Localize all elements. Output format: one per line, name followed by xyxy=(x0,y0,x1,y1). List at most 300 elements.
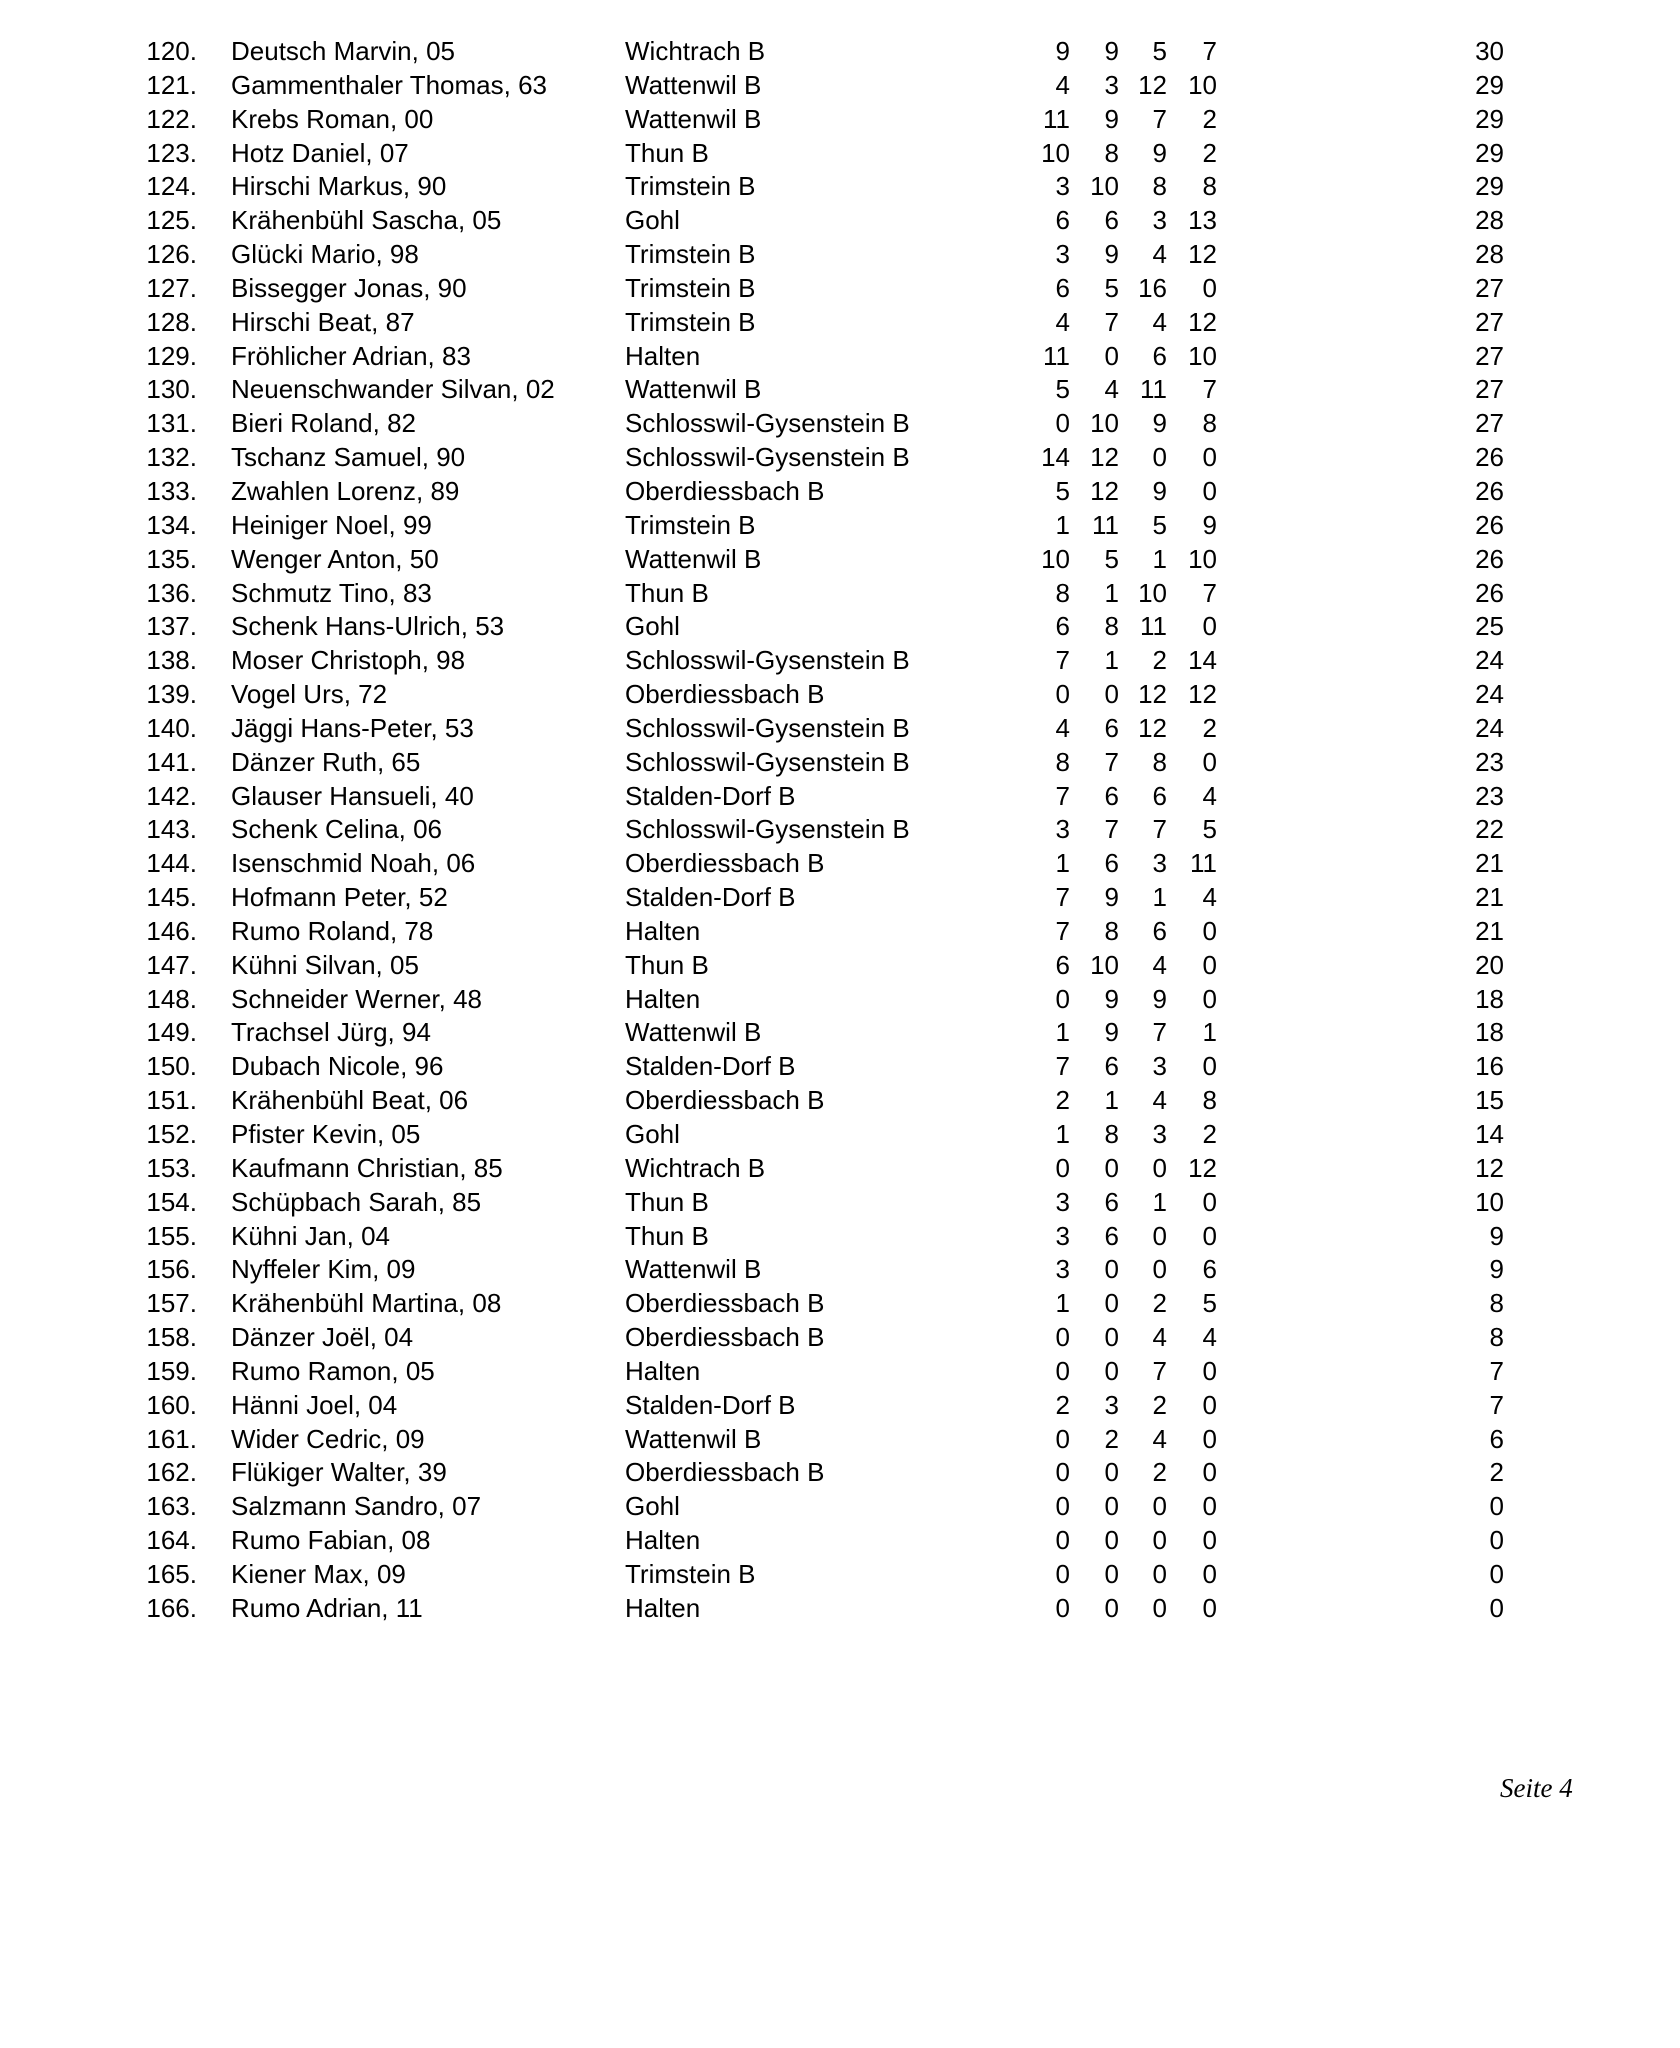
table-row xyxy=(0,847,1680,881)
club-cell: Wattenwil B xyxy=(625,543,762,574)
club-cell: Stalden-Dorf B xyxy=(625,882,796,913)
score-cell-4: 12 xyxy=(1188,239,1217,270)
score-cell-4: 2 xyxy=(1202,103,1217,134)
table-row xyxy=(0,1084,1680,1118)
score-cell-2: 1 xyxy=(1104,1085,1119,1116)
score-cell-2: 12 xyxy=(1090,442,1119,473)
score-cell-3: 8 xyxy=(1152,746,1167,777)
total-cell: 16 xyxy=(1475,1051,1504,1082)
score-cell-2: 8 xyxy=(1104,915,1119,946)
total-cell: 21 xyxy=(1475,882,1504,913)
total-cell: 0 xyxy=(1489,1491,1504,1522)
score-cell-3: 2 xyxy=(1152,1389,1167,1420)
rank-cell: 127. xyxy=(146,272,197,303)
score-cell-1: 7 xyxy=(1055,780,1070,811)
total-cell: 0 xyxy=(1489,1558,1504,1589)
rank-cell: 124. xyxy=(146,171,197,202)
score-cell-2: 9 xyxy=(1104,239,1119,270)
club-cell: Stalden-Dorf B xyxy=(625,780,796,811)
score-cell-4: 0 xyxy=(1202,983,1217,1014)
total-cell: 27 xyxy=(1475,340,1504,371)
score-cell-1: 0 xyxy=(1055,1322,1070,1353)
score-cell-2: 0 xyxy=(1104,1355,1119,1386)
name-cell: Glauser Hansueli, 40 xyxy=(231,780,474,811)
name-cell: Glücki Mario, 98 xyxy=(231,239,419,270)
rank-cell: 159. xyxy=(146,1355,197,1386)
score-cell-4: 0 xyxy=(1202,1423,1217,1454)
score-cell-4: 5 xyxy=(1202,814,1217,845)
club-cell: Oberdiessbach B xyxy=(625,475,825,506)
club-cell: Oberdiessbach B xyxy=(625,1085,825,1116)
name-cell: Dubach Nicole, 96 xyxy=(231,1051,444,1082)
name-cell: Dänzer Joël, 04 xyxy=(231,1322,414,1353)
score-cell-2: 0 xyxy=(1104,1558,1119,1589)
score-cell-4: 7 xyxy=(1202,374,1217,405)
score-cell-1: 0 xyxy=(1055,1423,1070,1454)
score-cell-1: 14 xyxy=(1041,442,1070,473)
score-cell-3: 0 xyxy=(1152,1525,1167,1556)
total-cell: 21 xyxy=(1475,915,1504,946)
page-number: Seite 4 xyxy=(1500,1773,1573,1803)
rank-cell: 149. xyxy=(146,1017,197,1048)
score-cell-4: 0 xyxy=(1202,272,1217,303)
name-cell: Jäggi Hans-Peter, 53 xyxy=(231,712,474,743)
score-cell-2: 9 xyxy=(1104,1017,1119,1048)
score-cell-3: 7 xyxy=(1152,103,1167,134)
total-cell: 14 xyxy=(1475,1119,1504,1149)
table-row xyxy=(0,238,1680,272)
table-row xyxy=(0,543,1680,577)
total-cell: 24 xyxy=(1475,645,1504,676)
club-cell: Oberdiessbach B xyxy=(625,679,825,710)
ranking-table xyxy=(0,35,1680,1626)
score-cell-3: 7 xyxy=(1152,1355,1167,1386)
score-cell-4: 0 xyxy=(1202,1051,1217,1082)
score-cell-3: 11 xyxy=(1140,611,1167,642)
club-cell: Schlosswil-Gysenstein B xyxy=(625,814,910,845)
club-cell: Trimstein B xyxy=(625,272,756,303)
table-row xyxy=(0,1287,1680,1321)
total-cell: 21 xyxy=(1475,848,1504,879)
total-cell: 26 xyxy=(1475,442,1504,473)
score-cell-1: 1 xyxy=(1055,1017,1070,1048)
name-cell: Moser Christoph, 98 xyxy=(231,645,466,676)
score-cell-1: 2 xyxy=(1055,1389,1070,1420)
score-cell-3: 2 xyxy=(1152,645,1167,676)
score-cell-2: 6 xyxy=(1104,780,1119,811)
score-cell-3: 5 xyxy=(1152,509,1167,540)
table-row xyxy=(0,813,1680,847)
rank-cell: 144. xyxy=(146,848,197,879)
score-cell-1: 9 xyxy=(1055,36,1070,66)
table-row xyxy=(0,35,1680,69)
rank-cell: 136. xyxy=(146,577,197,608)
score-cell-1: 4 xyxy=(1055,69,1070,100)
score-cell-3: 1 xyxy=(1152,882,1167,913)
score-cell-4: 8 xyxy=(1202,408,1217,439)
score-cell-2: 8 xyxy=(1104,137,1119,168)
club-cell: Gohl xyxy=(625,205,680,236)
score-cell-3: 0 xyxy=(1152,1152,1167,1183)
score-cell-1: 3 xyxy=(1055,1220,1070,1251)
score-cell-3: 0 xyxy=(1152,1491,1167,1522)
total-cell: 20 xyxy=(1475,949,1504,980)
name-cell: Rumo Ramon, 05 xyxy=(231,1355,435,1386)
rank-cell: 147. xyxy=(146,949,197,980)
club-cell: Gohl xyxy=(625,1491,680,1522)
score-cell-4: 0 xyxy=(1202,1525,1217,1556)
score-cell-3: 3 xyxy=(1152,1119,1167,1149)
score-cell-1: 0 xyxy=(1055,1491,1070,1522)
score-cell-1: 7 xyxy=(1055,1051,1070,1082)
score-cell-4: 14 xyxy=(1188,645,1217,676)
rank-cell: 134. xyxy=(146,509,197,540)
table-row xyxy=(0,407,1680,441)
table-row xyxy=(0,712,1680,746)
score-cell-3: 4 xyxy=(1152,239,1167,270)
table-row xyxy=(0,610,1680,644)
score-cell-1: 5 xyxy=(1055,475,1070,506)
rank-cell: 166. xyxy=(146,1592,197,1623)
club-cell: Thun B xyxy=(625,1186,709,1217)
score-cell-4: 7 xyxy=(1202,577,1217,608)
name-cell: Schenk Hans-Ulrich, 53 xyxy=(231,611,505,642)
club-cell: Halten xyxy=(625,983,701,1014)
rank-cell: 121. xyxy=(146,69,197,100)
rank-cell: 141. xyxy=(146,746,197,777)
score-cell-2: 3 xyxy=(1104,69,1119,100)
score-cell-2: 0 xyxy=(1104,340,1119,371)
rank-cell: 145. xyxy=(146,882,197,913)
score-cell-1: 6 xyxy=(1055,272,1070,303)
table-row xyxy=(0,1050,1680,1084)
rank-cell: 155. xyxy=(146,1220,197,1251)
total-cell: 25 xyxy=(1475,611,1504,642)
name-cell: Dänzer Ruth, 65 xyxy=(231,746,421,777)
rank-cell: 137. xyxy=(146,611,197,642)
table-row xyxy=(0,780,1680,814)
score-cell-4: 1 xyxy=(1202,1017,1217,1048)
score-cell-3: 9 xyxy=(1152,983,1167,1014)
score-cell-4: 12 xyxy=(1188,679,1217,710)
table-row xyxy=(0,915,1680,949)
score-cell-4: 0 xyxy=(1202,442,1217,473)
score-cell-3: 0 xyxy=(1152,1592,1167,1623)
table-row xyxy=(0,1456,1680,1490)
score-cell-2: 0 xyxy=(1104,1592,1119,1623)
score-cell-3: 12 xyxy=(1138,712,1167,743)
club-cell: Gohl xyxy=(625,1119,680,1149)
name-cell: Deutsch Marvin, 05 xyxy=(231,36,455,66)
total-cell: 22 xyxy=(1475,814,1504,845)
table-row xyxy=(0,1186,1680,1220)
rank-cell: 125. xyxy=(146,205,197,236)
score-cell-4: 11 xyxy=(1190,848,1217,879)
score-cell-1: 3 xyxy=(1055,239,1070,270)
club-cell: Halten xyxy=(625,1592,701,1623)
table-row xyxy=(0,1016,1680,1050)
rank-cell: 130. xyxy=(146,374,197,405)
score-cell-1: 3 xyxy=(1055,1254,1070,1285)
score-cell-2: 6 xyxy=(1104,848,1119,879)
score-cell-1: 1 xyxy=(1055,848,1070,879)
table-row xyxy=(0,949,1680,983)
rank-cell: 139. xyxy=(146,679,197,710)
rank-cell: 156. xyxy=(146,1254,197,1285)
score-cell-1: 3 xyxy=(1055,814,1070,845)
rank-cell: 150. xyxy=(146,1051,197,1082)
score-cell-3: 9 xyxy=(1152,137,1167,168)
score-cell-2: 6 xyxy=(1104,1186,1119,1217)
score-cell-3: 1 xyxy=(1152,543,1167,574)
name-cell: Bissegger Jonas, 90 xyxy=(231,272,467,303)
name-cell: Kühni Jan, 04 xyxy=(231,1220,391,1251)
name-cell: Schmutz Tino, 83 xyxy=(231,577,432,608)
club-cell: Trimstein B xyxy=(625,306,756,337)
table-row xyxy=(0,170,1680,204)
club-cell: Wattenwil B xyxy=(625,1254,762,1285)
score-cell-3: 9 xyxy=(1152,408,1167,439)
score-cell-2: 10 xyxy=(1090,171,1119,202)
name-cell: Hotz Daniel, 07 xyxy=(231,137,409,168)
total-cell: 24 xyxy=(1475,712,1504,743)
rank-cell: 161. xyxy=(146,1423,197,1454)
score-cell-4: 2 xyxy=(1202,1119,1217,1149)
score-cell-1: 6 xyxy=(1055,205,1070,236)
score-cell-1: 0 xyxy=(1055,679,1070,710)
club-cell: Gohl xyxy=(625,611,680,642)
name-cell: Krähenbühl Beat, 06 xyxy=(231,1085,469,1116)
score-cell-3: 0 xyxy=(1152,442,1167,473)
name-cell: Zwahlen Lorenz, 89 xyxy=(231,475,460,506)
total-cell: 12 xyxy=(1475,1152,1504,1183)
club-cell: Wattenwil B xyxy=(625,103,762,134)
club-cell: Wattenwil B xyxy=(625,1423,762,1454)
score-cell-4: 8 xyxy=(1202,171,1217,202)
rank-cell: 129. xyxy=(146,340,197,371)
score-cell-2: 1 xyxy=(1104,577,1119,608)
rank-cell: 164. xyxy=(146,1525,197,1556)
club-cell: Stalden-Dorf B xyxy=(625,1389,796,1420)
club-cell: Schlosswil-Gysenstein B xyxy=(625,645,910,676)
rank-cell: 152. xyxy=(146,1119,197,1149)
name-cell: Vogel Urs, 72 xyxy=(231,679,388,710)
total-cell: 24 xyxy=(1475,679,1504,710)
score-cell-4: 0 xyxy=(1202,611,1217,642)
score-cell-2: 7 xyxy=(1104,306,1119,337)
name-cell: Rumo Adrian, 11 xyxy=(231,1592,423,1623)
rank-cell: 122. xyxy=(146,103,197,134)
table-row xyxy=(0,1592,1680,1626)
score-cell-1: 6 xyxy=(1055,611,1070,642)
score-cell-1: 7 xyxy=(1055,882,1070,913)
total-cell: 15 xyxy=(1475,1085,1504,1116)
table-row xyxy=(0,103,1680,137)
rank-cell: 128. xyxy=(146,306,197,337)
score-cell-1: 2 xyxy=(1055,1085,1070,1116)
score-cell-2: 0 xyxy=(1104,1457,1119,1488)
club-cell: Trimstein B xyxy=(625,171,756,202)
name-cell: Kühni Silvan, 05 xyxy=(231,949,419,980)
score-cell-1: 0 xyxy=(1055,1592,1070,1623)
total-cell: 26 xyxy=(1475,543,1504,574)
score-cell-2: 9 xyxy=(1104,103,1119,134)
name-cell: Isenschmid Noah, 06 xyxy=(231,848,476,879)
total-cell: 27 xyxy=(1475,272,1504,303)
name-cell: Wider Cedric, 09 xyxy=(231,1423,425,1454)
score-cell-2: 5 xyxy=(1104,543,1119,574)
total-cell: 23 xyxy=(1475,780,1504,811)
table-row xyxy=(0,1253,1680,1287)
total-cell: 8 xyxy=(1489,1288,1504,1319)
score-cell-3: 4 xyxy=(1152,949,1167,980)
total-cell: 18 xyxy=(1475,1017,1504,1048)
rank-cell: 158. xyxy=(146,1322,197,1353)
total-cell: 29 xyxy=(1475,171,1504,202)
score-cell-1: 8 xyxy=(1055,746,1070,777)
table-row xyxy=(0,983,1680,1017)
club-cell: Halten xyxy=(625,1525,701,1556)
score-cell-3: 3 xyxy=(1152,205,1167,236)
name-cell: Pfister Kevin, 05 xyxy=(231,1119,421,1149)
club-cell: Wichtrach B xyxy=(625,1152,766,1183)
score-cell-2: 0 xyxy=(1104,1491,1119,1522)
score-cell-1: 10 xyxy=(1041,137,1070,168)
score-cell-2: 12 xyxy=(1090,475,1119,506)
score-cell-1: 1 xyxy=(1055,509,1070,540)
table-row xyxy=(0,373,1680,407)
score-cell-3: 4 xyxy=(1152,1423,1167,1454)
score-cell-4: 4 xyxy=(1202,1322,1217,1353)
score-cell-4: 9 xyxy=(1202,509,1217,540)
score-cell-2: 0 xyxy=(1104,1254,1119,1285)
name-cell: Flükiger Walter, 39 xyxy=(231,1457,447,1488)
table-row xyxy=(0,1321,1680,1355)
score-cell-1: 0 xyxy=(1055,983,1070,1014)
score-cell-4: 0 xyxy=(1202,1389,1217,1420)
total-cell: 26 xyxy=(1475,475,1504,506)
score-cell-4: 0 xyxy=(1202,1592,1217,1623)
name-cell: Schneider Werner, 48 xyxy=(231,983,482,1014)
club-cell: Halten xyxy=(625,340,701,371)
score-cell-4: 0 xyxy=(1202,1558,1217,1589)
total-cell: 27 xyxy=(1475,306,1504,337)
score-cell-3: 6 xyxy=(1152,780,1167,811)
club-cell: Thun B xyxy=(625,137,709,168)
score-cell-3: 9 xyxy=(1152,475,1167,506)
total-cell: 29 xyxy=(1475,137,1504,168)
rank-cell: 132. xyxy=(146,442,197,473)
club-cell: Schlosswil-Gysenstein B xyxy=(625,712,910,743)
rank-cell: 131. xyxy=(146,408,197,439)
score-cell-1: 7 xyxy=(1055,645,1070,676)
rank-cell: 120. xyxy=(146,36,197,66)
score-cell-2: 10 xyxy=(1090,949,1119,980)
score-cell-4: 6 xyxy=(1202,1254,1217,1285)
name-cell: Rumo Fabian, 08 xyxy=(231,1525,431,1556)
score-cell-3: 0 xyxy=(1152,1558,1167,1589)
score-cell-2: 11 xyxy=(1092,509,1119,540)
name-cell: Nyffeler Kim, 09 xyxy=(231,1254,416,1285)
rank-cell: 153. xyxy=(146,1152,197,1183)
table-row xyxy=(0,137,1680,171)
score-cell-1: 6 xyxy=(1055,949,1070,980)
table-row xyxy=(0,441,1680,475)
table-row xyxy=(0,678,1680,712)
name-cell: Hofmann Peter, 52 xyxy=(231,882,448,913)
score-cell-1: 1 xyxy=(1055,1119,1070,1149)
score-cell-3: 6 xyxy=(1152,340,1167,371)
name-cell: Hirschi Beat, 87 xyxy=(231,306,415,337)
score-cell-1: 5 xyxy=(1055,374,1070,405)
name-cell: Trachsel Jürg, 94 xyxy=(231,1017,431,1048)
table-row xyxy=(0,1118,1680,1152)
score-cell-3: 1 xyxy=(1152,1186,1167,1217)
score-cell-2: 6 xyxy=(1104,205,1119,236)
score-cell-2: 6 xyxy=(1104,1220,1119,1251)
score-cell-1: 10 xyxy=(1041,543,1070,574)
score-cell-1: 7 xyxy=(1055,915,1070,946)
table-row xyxy=(0,509,1680,543)
total-cell: 10 xyxy=(1475,1186,1504,1217)
total-cell: 29 xyxy=(1475,103,1504,134)
total-cell: 0 xyxy=(1489,1592,1504,1623)
score-cell-3: 12 xyxy=(1138,69,1167,100)
score-cell-2: 1 xyxy=(1104,645,1119,676)
score-cell-3: 2 xyxy=(1152,1457,1167,1488)
score-cell-3: 4 xyxy=(1152,1322,1167,1353)
total-cell: 29 xyxy=(1475,69,1504,100)
score-cell-2: 2 xyxy=(1104,1423,1119,1454)
score-cell-1: 0 xyxy=(1055,1355,1070,1386)
score-cell-2: 9 xyxy=(1104,36,1119,66)
table-row xyxy=(0,69,1680,103)
score-cell-4: 4 xyxy=(1202,882,1217,913)
score-cell-4: 10 xyxy=(1188,340,1217,371)
score-cell-2: 8 xyxy=(1104,1119,1119,1149)
score-cell-1: 0 xyxy=(1055,408,1070,439)
score-cell-2: 8 xyxy=(1104,611,1119,642)
club-cell: Wattenwil B xyxy=(625,374,762,405)
score-cell-3: 6 xyxy=(1152,915,1167,946)
name-cell: Rumo Roland, 78 xyxy=(231,915,434,946)
table-row xyxy=(0,577,1680,611)
score-cell-4: 0 xyxy=(1202,1220,1217,1251)
table-row xyxy=(0,204,1680,238)
rank-cell: 163. xyxy=(146,1491,197,1522)
club-cell: Halten xyxy=(625,915,701,946)
rank-cell: 148. xyxy=(146,983,197,1014)
score-cell-2: 9 xyxy=(1104,882,1119,913)
table-row xyxy=(0,306,1680,340)
score-cell-3: 2 xyxy=(1152,1288,1167,1319)
score-cell-4: 0 xyxy=(1202,746,1217,777)
name-cell: Gammenthaler Thomas, 63 xyxy=(231,69,547,100)
score-cell-4: 10 xyxy=(1188,543,1217,574)
score-cell-3: 4 xyxy=(1152,306,1167,337)
score-cell-2: 0 xyxy=(1104,1322,1119,1353)
table-row xyxy=(0,644,1680,678)
score-cell-2: 7 xyxy=(1104,746,1119,777)
total-cell: 2 xyxy=(1489,1457,1504,1488)
score-cell-3: 16 xyxy=(1138,272,1167,303)
score-cell-2: 0 xyxy=(1104,1288,1119,1319)
table-row xyxy=(0,272,1680,306)
score-cell-1: 0 xyxy=(1055,1152,1070,1183)
total-cell: 26 xyxy=(1475,577,1504,608)
score-cell-1: 0 xyxy=(1055,1457,1070,1488)
score-cell-4: 4 xyxy=(1202,780,1217,811)
